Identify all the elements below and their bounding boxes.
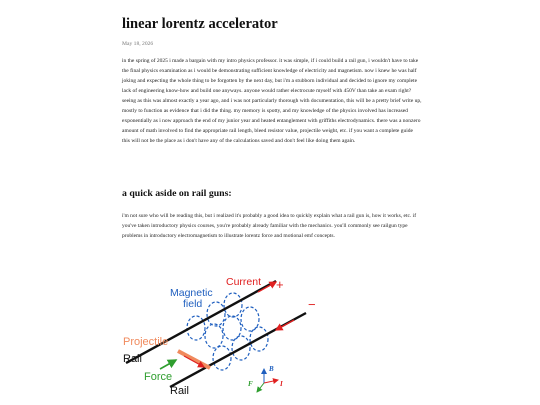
axis-i-arrow xyxy=(264,380,278,383)
plus-sign: + xyxy=(276,277,284,292)
railgun-diagram-svg xyxy=(118,268,328,405)
magnetic-label-line2: field xyxy=(183,298,203,310)
railgun-diagram xyxy=(118,268,328,405)
intro-paragraph: in the spring of 2025 i made a bargain with my intro physics professor. it was simple, if i could build a rail gun, i wouldn't have to take the final physics examination as i would be demonstrating sufficient knowledge of electricity and magnetism. now i knew he was half joking and expecting the whole thing to be forgotten by the next day, but i'm a stubborn individual and decided to ignore my complete lack of engineering know-how and build one anyways. anyone would rather electrocute myself with 450V than take an exam right? seeing as this was almost exactly a year ago, and i was not particularly thorough with documentation, this will be a pretty brief write up, mostly to function as evidence that i did the thing. my memory is spotty, and my knowledge of the physics involved has increased exponentially as i now approach the end of my junior year and heated entanglement with griffiths electrodynamics. there was a nonzero amount of math involved to find the appropriate rail length, bleed resistor value, projectile weight, etc. if you want a complete guide this will not be the place as i don't have any of the calculations saved and don't feel like doing them again. xyxy=(122,58,422,144)
post-date: May 18, 2026 xyxy=(122,41,154,47)
axis-triad xyxy=(248,365,283,392)
projectile-bar xyxy=(178,351,210,368)
force-arrow xyxy=(160,360,176,369)
aside-paragraph: i'm not sure who will be reading this, but i realized it's probably a good idea to quickly explain what a rail gun is, how it works, etc. if you've taken introductory physics courses, you're probably already familiar with the mechanics. you'll commonly see railgun type problems in introductory electromagnetism to illustrate lorentz force and motional emf concepts. xyxy=(122,213,417,239)
field-loop xyxy=(205,324,223,348)
axis-b-label: B xyxy=(269,365,274,373)
bottom-rail-label: Rail xyxy=(170,385,189,397)
page-title: linear lorentz accelerator xyxy=(122,16,278,32)
section-heading: a quick aside on rail guns: xyxy=(122,188,232,199)
minus-sign: − xyxy=(308,297,316,312)
current-label: Current xyxy=(226,276,262,288)
magnetic-label-line1: Magnetic xyxy=(170,287,213,299)
force-label: Force xyxy=(144,371,173,383)
axis-f-label: F xyxy=(248,380,253,388)
axis-f-arrow xyxy=(257,383,264,392)
axis-i-label: I xyxy=(280,380,283,388)
article xyxy=(122,0,422,239)
current-arrow-bottom xyxy=(276,320,294,330)
top-rail-label: Rail xyxy=(123,353,142,365)
projectile-label: Projectile xyxy=(123,336,169,348)
